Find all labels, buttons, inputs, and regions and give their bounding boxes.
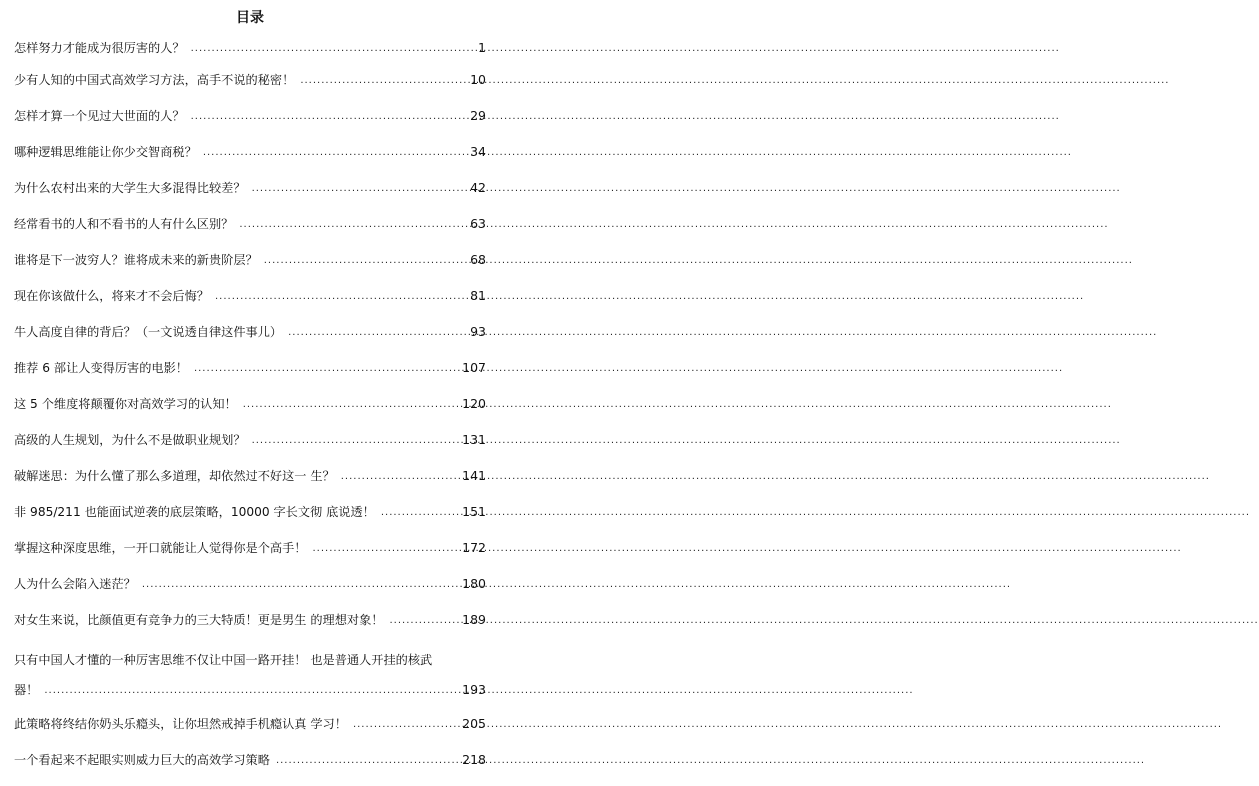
toc-entry-page: 131 xyxy=(462,432,486,447)
toc-leader-dots xyxy=(341,470,461,484)
toc-leader-dots xyxy=(252,434,462,448)
toc-entry-title: 此策略将终结你奶头乐瘾头，让你坦然戒掉手机瘾认真 学习！ xyxy=(14,717,347,731)
toc-entry-title: 现在你该做什么，将来才不会后悔？ xyxy=(14,289,209,303)
toc-entry-page: 141 xyxy=(462,468,486,483)
toc-leader-dots xyxy=(353,718,461,732)
toc-entry[interactable] xyxy=(14,347,486,383)
toc-leader-dots xyxy=(300,74,469,88)
toc-page xyxy=(0,0,510,786)
toc-entry-page: 172 xyxy=(462,540,486,555)
toc-entry-title: 为什么农村出来的大学生大多混得比较差？ xyxy=(14,181,246,195)
toc-entry-title: 一个看起来不起眼实则威力巨大的高效学习策略 xyxy=(14,753,270,767)
toc-entry-title: 经常看书的人和不看书的人有什么区别？ xyxy=(14,217,234,231)
toc-entry[interactable] xyxy=(14,599,486,635)
toc-entry-title: 掌握这种深度思维，一开口就能让人觉得你是个高手！ xyxy=(14,541,307,555)
toc-entry-page: 42 xyxy=(470,180,486,195)
toc-entry-title: 谁将是下一波穷人？谁将成未来的新贵阶层？ xyxy=(14,253,258,267)
toc-heading: 目录 xyxy=(236,10,264,26)
toc-entry[interactable] xyxy=(14,275,486,311)
toc-leader-dots xyxy=(191,42,477,56)
toc-entry-page: 1 xyxy=(478,40,486,55)
toc-leader-dots xyxy=(381,506,461,520)
toc-entry-title: 少有人知的中国式高效学习方法，高手不说的秘密！ xyxy=(14,73,295,87)
toc-leader-dots xyxy=(390,614,462,628)
toc-entry[interactable] xyxy=(14,59,486,95)
toc-entry-title: 哪种逻辑思维能让你少交智商税？ xyxy=(14,145,197,159)
toc-leader-dots xyxy=(44,684,461,698)
toc-leader-dots xyxy=(203,146,469,160)
toc-entry-page: 151 xyxy=(462,504,486,519)
toc-entry-page: 107 xyxy=(462,360,486,375)
toc-entry[interactable] xyxy=(14,739,486,775)
toc-leader-dots xyxy=(288,326,469,340)
toc-entry-page: 81 xyxy=(470,288,486,303)
toc-entry-title: 推荐 6 部让人变得厉害的电影！ xyxy=(14,361,188,375)
toc-leader-dots xyxy=(243,398,461,412)
toc-entry-page: 180 xyxy=(462,576,486,591)
toc-entry-page: 93 xyxy=(470,324,486,339)
toc-entry[interactable] xyxy=(14,563,486,599)
toc-leader-dots xyxy=(194,362,461,376)
toc-leader-dots xyxy=(191,110,469,124)
toc-entry-page: 68 xyxy=(470,252,486,267)
toc-leader-dots xyxy=(239,218,469,232)
toc-entry[interactable] xyxy=(14,703,486,739)
toc-entry-page: 34 xyxy=(470,144,486,159)
toc-entry-page: 63 xyxy=(470,216,486,231)
toc-entry-title: 破解迷思：为什么懂了那么多道理，却依然过不好这一 生？ xyxy=(14,469,335,483)
toc-entry[interactable] xyxy=(14,383,486,419)
toc-list xyxy=(14,27,486,775)
toc-entry-title: 怎样努力才能成为很厉害的人？ xyxy=(14,41,185,55)
toc-entry[interactable] xyxy=(14,635,486,671)
toc-entry-title: 怎样才算一个见过大世面的人？ xyxy=(14,109,185,123)
toc-entry[interactable] xyxy=(14,527,486,563)
toc-leader-dots xyxy=(264,254,469,268)
toc-leader-dots xyxy=(276,754,461,768)
toc-entry[interactable] xyxy=(14,239,486,275)
toc-entry[interactable] xyxy=(14,419,486,455)
toc-entry-page: 205 xyxy=(462,716,486,731)
toc-entry-continuation[interactable] xyxy=(14,671,486,703)
toc-entry-title: 高级的人生规划，为什么不是做职业规划？ xyxy=(14,433,246,447)
toc-leader-dots xyxy=(252,182,470,196)
toc-entry[interactable] xyxy=(14,455,486,491)
toc-entry-title: 只有中国人才懂的一种厉害思维不仅让中国一路开挂！ 也是普通人开挂的核武 xyxy=(14,653,433,667)
toc-entry-title: 这 5 个维度将颠覆你对高效学习的认知！ xyxy=(14,397,237,411)
toc-entry-page: 120 xyxy=(462,396,486,411)
toc-entry-title: 器！ xyxy=(14,683,39,697)
toc-entry-title: 人为什么会陷入迷茫？ xyxy=(14,577,136,591)
toc-entry-page: 10 xyxy=(470,72,486,87)
toc-leader-dots xyxy=(142,578,461,592)
toc-entry-page: 218 xyxy=(462,752,486,767)
toc-entry-page: 189 xyxy=(462,612,486,627)
toc-entry[interactable] xyxy=(14,491,486,527)
toc-entry[interactable] xyxy=(14,27,486,59)
toc-entry-title: 非 985/211 也能面试逆袭的底层策略，10000 字长文彻 底说透！ xyxy=(14,505,375,519)
toc-entry-page: 29 xyxy=(470,108,486,123)
toc-entry-title: 对女生来说，比颜值更有竞争力的三大特质！更是男生 的理想对象！ xyxy=(14,613,384,627)
toc-entry-title: 牛人高度自律的背后？（一文说透自律这件事儿） xyxy=(14,325,283,339)
toc-entry[interactable] xyxy=(14,131,486,167)
toc-leader-dots xyxy=(313,542,462,556)
toc-entry-page: 193 xyxy=(462,682,486,697)
toc-entry[interactable] xyxy=(14,311,486,347)
toc-entry[interactable] xyxy=(14,95,486,131)
toc-leader-dots xyxy=(215,290,469,304)
toc-entry[interactable] xyxy=(14,203,486,239)
toc-entry[interactable] xyxy=(14,167,486,203)
